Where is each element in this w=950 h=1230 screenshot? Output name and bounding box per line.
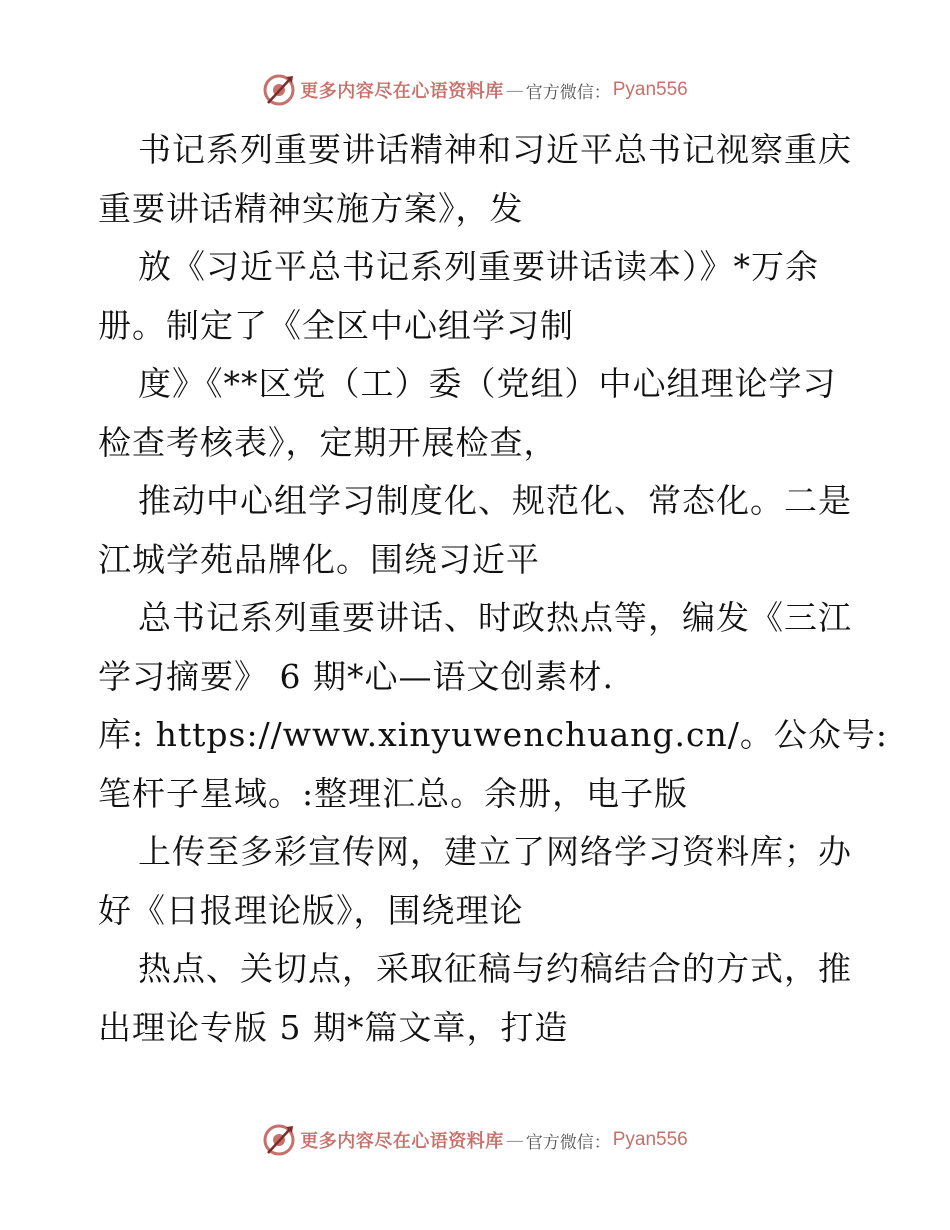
watermark-brand-text: 更多内容尽在心语资料库	[300, 81, 504, 102]
text-line: 热点、关切点，采取征稿与约稿结合的方式，推	[138, 949, 852, 988]
text-line: 推动中心组学习制度化、规范化、常态化。二是	[138, 481, 852, 520]
text-line: 出理论专版 5 期*篇文章，打造	[98, 1007, 569, 1047]
text-line: 库: https://www.xinyuwenchuang.cn/。公众号:	[98, 715, 888, 754]
text-line: 册。制定了《全区中心组学习制	[98, 305, 574, 345]
header-watermark	[0, 72, 950, 108]
text-line: 学习摘要》 6 期*心—语文创素材.	[98, 656, 614, 696]
watermark-official-label: 官方微信：	[525, 82, 611, 103]
text-line: 上传至多彩宣传网，建立了网络学习资料库；办	[138, 832, 852, 871]
text-line: 放《习近平总书记系列重要讲话读本）》*万余	[138, 247, 819, 286]
watermark-wechat-id: Pyan556	[612, 1129, 688, 1150]
text-line: 检查考核表》，定期开展检查，	[98, 422, 558, 462]
quill-seal-icon	[262, 73, 296, 107]
text-line: 笔杆子星域。:整理汇总。余册，电子版	[98, 773, 689, 813]
text-line: 好《日报理论版》，围绕理论	[98, 890, 524, 930]
watermark-official-label: 官方微信：	[525, 1132, 611, 1153]
text-line: 书记系列重要讲话精神和习近平总书记视察重庆	[138, 130, 852, 169]
watermark-separator: —	[505, 1129, 524, 1151]
text-line: 度》《**区党（工）委（党组）中心组理论学习	[138, 364, 837, 403]
text-line: 重要讲话精神实施方案》，发	[98, 188, 524, 228]
document-body	[98, 121, 888, 1057]
quill-seal-icon	[262, 1123, 296, 1157]
text-line: 总书记系列重要讲话、时政热点等，编发《三江	[138, 598, 852, 637]
watermark-wechat-id: Pyan556	[612, 79, 688, 100]
watermark-brand-text: 更多内容尽在心语资料库	[300, 1131, 504, 1152]
text-line: 江城学苑品牌化。围绕习近平	[98, 539, 540, 579]
footer-watermark	[0, 1122, 950, 1158]
watermark-separator: —	[505, 79, 524, 101]
